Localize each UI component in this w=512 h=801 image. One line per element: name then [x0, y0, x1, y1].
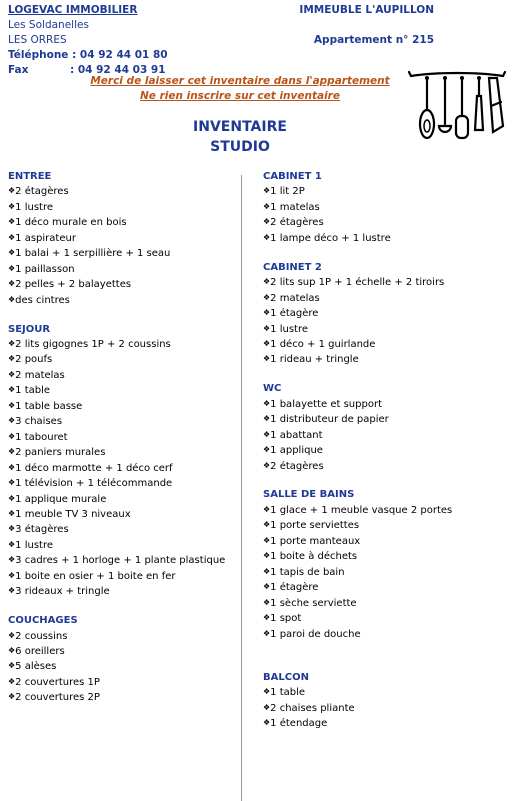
item-label: 1 meuble TV 3 niveaux — [15, 508, 131, 520]
list-item — [8, 184, 236, 199]
inventory-left-column — [8, 170, 236, 720]
item-label: 1 étendage — [270, 718, 328, 730]
section-title: CABINET 1 — [263, 171, 322, 182]
phone-number: : 04 92 44 01 80 — [72, 49, 168, 61]
diamond-bullet-icon: ❖ — [8, 570, 16, 580]
item-label: 1 spot — [270, 613, 302, 625]
item-label: 1 table basse — [15, 400, 83, 412]
section-spacer — [263, 656, 508, 670]
item-label: 1 lampe déco + 1 lustre — [270, 232, 391, 244]
item-label: 1 distributeur de papier — [270, 414, 389, 426]
notice-line-2: Ne rien inscrire sur cet inventaire — [140, 90, 340, 102]
item-label: 1 tabouret — [15, 431, 68, 443]
list-item — [8, 414, 236, 429]
diamond-bullet-icon: ❖ — [8, 186, 16, 196]
list-item — [263, 701, 508, 716]
section-balcon — [263, 656, 508, 731]
list-item — [8, 492, 236, 507]
item-label: 1 rideau + tringle — [270, 354, 359, 366]
diamond-bullet-icon: ❖ — [8, 676, 16, 686]
item-label: 1 étagère — [270, 308, 319, 320]
item-label: des cintres — [15, 294, 70, 306]
list-item — [8, 659, 236, 674]
list-item — [8, 644, 236, 659]
diamond-bullet-icon: ❖ — [8, 354, 16, 364]
item-label: 1 étagère — [270, 582, 319, 594]
list-item — [8, 675, 236, 690]
list-item — [8, 476, 236, 491]
section-cabinet-1 — [263, 170, 508, 246]
diamond-bullet-icon: ❖ — [8, 661, 16, 671]
diamond-bullet-icon: ❖ — [8, 400, 16, 410]
address-line-2: LES ORRES — [8, 34, 67, 46]
diamond-bullet-icon: ❖ — [8, 555, 16, 565]
list-item — [8, 553, 236, 568]
phone-row — [8, 48, 168, 63]
list-item — [263, 627, 508, 642]
diamond-bullet-icon: ❖ — [263, 597, 271, 607]
list-item — [8, 430, 236, 445]
section-couchages — [8, 614, 236, 706]
diamond-bullet-icon: ❖ — [263, 201, 271, 211]
list-item — [8, 399, 236, 414]
list-item — [263, 337, 508, 352]
section-entree — [8, 170, 236, 308]
item-label: 5 alèses — [15, 661, 57, 673]
list-item — [263, 518, 508, 533]
item-label: 1 lustre — [270, 323, 309, 335]
diamond-bullet-icon: ❖ — [263, 277, 271, 287]
item-label: 2 couvertures 2P — [15, 692, 100, 704]
diamond-bullet-icon: ❖ — [263, 718, 271, 728]
diamond-bullet-icon: ❖ — [263, 354, 271, 364]
fax-label: Fax — [8, 64, 29, 76]
column-divider — [241, 175, 242, 801]
diamond-bullet-icon: ❖ — [8, 447, 16, 457]
list-item — [8, 383, 236, 398]
diamond-bullet-icon: ❖ — [263, 504, 271, 514]
list-item — [8, 246, 236, 261]
list-item — [8, 629, 236, 644]
list-item — [8, 690, 236, 705]
item-label: 1 paillasson — [15, 263, 75, 275]
list-item — [8, 368, 236, 383]
section-title: WC — [263, 383, 282, 395]
phone-label: Téléphone — [8, 49, 69, 61]
diamond-bullet-icon: ❖ — [8, 493, 16, 503]
building-name: IMMEUBLE L'AUPILLON — [299, 4, 434, 16]
item-label: 3 étagères — [15, 524, 69, 536]
diamond-bullet-icon: ❖ — [263, 232, 271, 242]
company-name: LOGEVAC IMMOBILIER — [8, 4, 138, 16]
list-item — [263, 534, 508, 549]
diamond-bullet-icon: ❖ — [8, 478, 16, 488]
item-label: 1 lit 2P — [270, 186, 305, 198]
diamond-bullet-icon: ❖ — [263, 338, 271, 348]
diamond-bullet-icon: ❖ — [8, 294, 16, 304]
diamond-bullet-icon: ❖ — [263, 445, 271, 455]
item-label: 6 oreillers — [15, 646, 65, 658]
list-item — [8, 538, 236, 553]
diamond-bullet-icon: ❖ — [263, 566, 271, 576]
list-item — [8, 352, 236, 367]
diamond-bullet-icon: ❖ — [263, 702, 271, 712]
diamond-bullet-icon: ❖ — [263, 582, 271, 592]
item-label: 1 porte serviettes — [270, 520, 360, 532]
section-salle-de-bains — [263, 488, 508, 642]
item-label: 3 cadres + 1 horloge + 1 plante plastique — [15, 555, 226, 567]
section-title: CABINET 2 — [263, 261, 322, 273]
diamond-bullet-icon: ❖ — [263, 398, 271, 408]
list-item — [8, 445, 236, 460]
fax-number: : 04 92 44 03 91 — [70, 64, 166, 76]
item-label: 2 étagères — [270, 217, 324, 229]
diamond-bullet-icon: ❖ — [8, 692, 16, 702]
list-item — [263, 184, 508, 199]
section-title: ENTREE — [8, 171, 52, 182]
item-label: 1 porte manteaux — [270, 535, 361, 547]
diamond-bullet-icon: ❖ — [8, 263, 16, 273]
section-title: COUCHAGES — [8, 615, 78, 627]
item-label: 1 applique — [270, 445, 323, 457]
list-item — [263, 322, 508, 337]
list-item — [8, 277, 236, 292]
list-item — [8, 584, 236, 599]
list-item — [8, 215, 236, 230]
item-label: 1 lustre — [15, 539, 54, 551]
section-title: SALLE DE BAINS — [263, 489, 355, 501]
item-label: 2 lits sup 1P + 1 échelle + 2 tiroirs — [270, 277, 445, 289]
page-title: INVENTAIRE — [193, 119, 287, 135]
apartment-number: Appartement n° 215 — [313, 34, 434, 46]
diamond-bullet-icon: ❖ — [8, 248, 16, 258]
item-label: 2 matelas — [270, 292, 320, 304]
diamond-bullet-icon: ❖ — [8, 338, 16, 348]
list-item — [263, 200, 508, 215]
item-label: 2 coussins — [15, 630, 68, 642]
diamond-bullet-icon: ❖ — [263, 628, 271, 638]
diamond-bullet-icon: ❖ — [8, 586, 16, 596]
list-item — [263, 352, 508, 367]
diamond-bullet-icon: ❖ — [8, 385, 16, 395]
section-title: BALCON — [263, 671, 309, 683]
item-label: 1 table — [270, 687, 306, 699]
list-item — [8, 231, 236, 246]
address-line-1: Les Soldanelles — [8, 19, 89, 31]
item-label: 1 sèche serviette — [270, 597, 357, 609]
list-item — [263, 412, 508, 427]
item-label: 2 lits gigognes 1P + 2 coussins — [15, 338, 171, 350]
diamond-bullet-icon: ❖ — [263, 292, 271, 302]
item-label: 1 balayette et support — [270, 398, 382, 410]
item-label: 1 tapis de bain — [270, 566, 345, 578]
item-label: 1 déco + 1 guirlande — [270, 338, 376, 350]
diamond-bullet-icon: ❖ — [8, 646, 16, 656]
item-label: 2 pelles + 2 balayettes — [15, 279, 132, 291]
list-item — [263, 443, 508, 458]
list-item — [263, 503, 508, 518]
list-item — [8, 262, 236, 277]
diamond-bullet-icon: ❖ — [8, 279, 16, 289]
kitchen-utensils-icon — [407, 66, 507, 144]
item-label: 1 aspirateur — [15, 232, 76, 244]
list-item — [8, 522, 236, 537]
list-item — [263, 596, 508, 611]
list-item — [263, 215, 508, 230]
list-item — [263, 231, 508, 246]
property-header — [299, 3, 434, 48]
item-label: 1 boite à déchets — [270, 551, 358, 563]
list-item — [263, 397, 508, 412]
list-item — [263, 459, 508, 474]
diamond-bullet-icon: ❖ — [8, 630, 16, 640]
item-label: 1 table — [15, 385, 51, 397]
list-item — [263, 716, 508, 731]
item-label: 2 poufs — [15, 354, 53, 366]
diamond-bullet-icon: ❖ — [263, 535, 271, 545]
list-item — [8, 200, 236, 215]
diamond-bullet-icon: ❖ — [8, 217, 16, 227]
list-item — [263, 611, 508, 626]
section-wc — [263, 382, 508, 474]
agency-header — [8, 3, 168, 78]
diamond-bullet-icon: ❖ — [8, 369, 16, 379]
list-item — [263, 685, 508, 700]
list-item — [8, 293, 236, 308]
diamond-bullet-icon: ❖ — [263, 520, 271, 530]
item-label: 1 déco marmotte + 1 déco cerf — [15, 462, 173, 474]
diamond-bullet-icon: ❖ — [263, 323, 271, 333]
diamond-bullet-icon: ❖ — [8, 462, 16, 472]
item-label: 2 matelas — [15, 369, 65, 381]
item-label: 1 télévision + 1 télécommande — [15, 478, 173, 490]
page-subtitle: STUDIO — [210, 139, 270, 155]
diamond-bullet-icon: ❖ — [263, 429, 271, 439]
item-label: 3 chaises — [15, 416, 63, 428]
list-item — [8, 337, 236, 352]
list-item — [263, 306, 508, 321]
diamond-bullet-icon: ❖ — [8, 539, 16, 549]
section-cabinet-2 — [263, 261, 508, 368]
item-label: 1 balai + 1 serpillière + 1 seau — [15, 248, 171, 260]
list-item — [8, 569, 236, 584]
item-label: 1 matelas — [270, 201, 320, 213]
diamond-bullet-icon: ❖ — [8, 416, 16, 426]
notice-line-1: Merci de laisser cet inventaire dans l'appartement — [90, 75, 390, 87]
diamond-bullet-icon: ❖ — [8, 508, 16, 518]
item-label: 2 étagères — [270, 460, 324, 472]
diamond-bullet-icon: ❖ — [263, 308, 271, 318]
list-item — [263, 275, 508, 290]
item-label: 1 déco murale en bois — [15, 217, 127, 229]
diamond-bullet-icon: ❖ — [263, 460, 271, 470]
section-sejour — [8, 323, 236, 600]
diamond-bullet-icon: ❖ — [263, 186, 271, 196]
diamond-bullet-icon: ❖ — [8, 232, 16, 242]
item-label: 2 chaises pliante — [270, 702, 355, 714]
diamond-bullet-icon: ❖ — [263, 613, 271, 623]
diamond-bullet-icon: ❖ — [263, 217, 271, 227]
inventory-right-column — [263, 170, 508, 746]
list-item — [263, 565, 508, 580]
section-title: SEJOUR — [8, 323, 51, 335]
list-item — [263, 580, 508, 595]
item-label: 1 glace + 1 meuble vasque 2 portes — [270, 504, 453, 516]
diamond-bullet-icon: ❖ — [8, 431, 16, 441]
item-label: 2 paniers murales — [15, 447, 106, 459]
item-label: 1 applique murale — [15, 493, 107, 505]
item-label: 3 rideaux + tringle — [15, 586, 110, 598]
diamond-bullet-icon: ❖ — [263, 687, 271, 697]
list-item — [263, 428, 508, 443]
diamond-bullet-icon: ❖ — [8, 524, 16, 534]
item-label: 2 couvertures 1P — [15, 676, 100, 688]
item-label: 1 lustre — [15, 201, 54, 213]
list-item — [263, 291, 508, 306]
diamond-bullet-icon: ❖ — [263, 414, 271, 424]
list-item — [8, 461, 236, 476]
item-label: 1 paroi de douche — [270, 628, 361, 640]
list-item — [263, 549, 508, 564]
item-label: 1 abattant — [270, 429, 323, 441]
item-label: 2 étagères — [15, 186, 69, 198]
list-item — [8, 507, 236, 522]
diamond-bullet-icon: ❖ — [8, 201, 16, 211]
diamond-bullet-icon: ❖ — [263, 551, 271, 561]
item-label: 1 boite en osier + 1 boite en fer — [15, 570, 176, 582]
